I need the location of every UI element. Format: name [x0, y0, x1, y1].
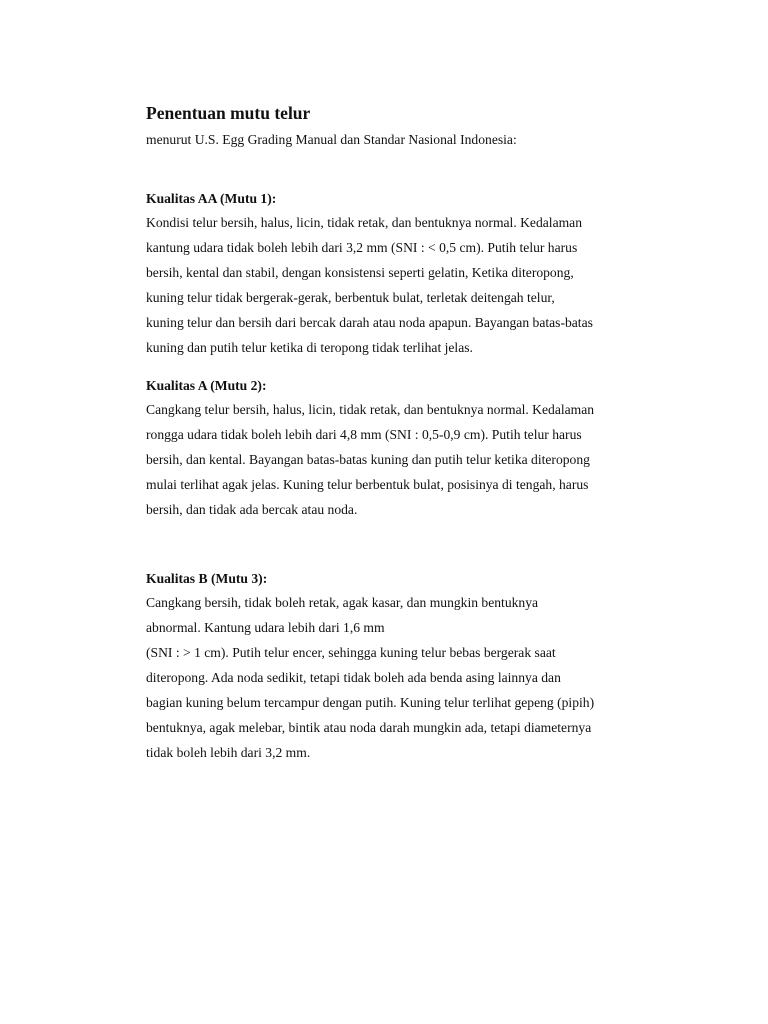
section-kualitas-aa: [146, 188, 666, 360]
section-kualitas-b: [146, 568, 666, 765]
text-line: Cangkang telur bersih, halus, licin, tidak retak, dan bentuknya normal. Kedalaman: [146, 402, 595, 417]
section-heading: Kualitas B (Mutu 3):: [146, 571, 268, 586]
text-line: mulai terlihat agak jelas. Kuning telur berbentuk bulat, posisinya di tengah, harus: [146, 477, 589, 492]
section-body: [146, 590, 666, 765]
text-line: Cangkang bersih, tidak boleh retak, agak kasar, dan mungkin bentuknya: [146, 595, 539, 610]
text-line: bagian kuning belum tercampur dengan putih. Kuning telur terlihat gepeng (pipih): [146, 695, 595, 710]
text-line: kuning telur dan bersih dari bercak darah atau noda apapun. Bayangan batas-batas: [146, 315, 593, 330]
text-line: bersih, kental dan stabil, dengan konsistensi seperti gelatin, Ketika diteropong,: [146, 265, 574, 280]
section-body: [146, 210, 666, 360]
text-line: bersih, dan tidak ada bercak atau noda.: [146, 502, 358, 517]
section-kualitas-a: [146, 375, 666, 522]
text-line: bentuknya, agak melebar, bintik atau noda darah mungkin ada, tetapi diameternya: [146, 720, 592, 735]
text-line: bersih, dan kental. Bayangan batas-batas kuning dan putih telur ketika diteropong: [146, 452, 590, 467]
text-line: rongga udara tidak boleh lebih dari 4,8 mm (SNI : 0,5-0,9 cm). Putih telur harus: [146, 427, 582, 442]
text-line: kuning telur tidak bergerak-gerak, berbentuk bulat, terletak deitengah telur,: [146, 290, 555, 305]
text-line: kantung udara tidak boleh lebih dari 3,2 mm (SNI : < 0,5 cm). Putih telur harus: [146, 240, 578, 255]
text-line: abnormal. Kantung udara lebih dari 1,6 mm: [146, 620, 385, 635]
document-subtitle: menurut U.S. Egg Grading Manual dan Standar Nasional Indonesia:: [146, 132, 517, 147]
text-line: diteropong. Ada noda sedikit, tetapi tidak boleh ada benda asing lainnya dan: [146, 670, 561, 685]
text-line: tidak boleh lebih dari 3,2 mm.: [146, 745, 311, 760]
text-line: kuning dan putih telur ketika di teropong tidak terlihat jelas.: [146, 340, 473, 355]
document-title: Penentuan mutu telur: [146, 103, 311, 123]
text-line: Kondisi telur bersih, halus, licin, tidak retak, dan bentuknya normal. Kedalaman: [146, 215, 583, 230]
section-heading: Kualitas A (Mutu 2):: [146, 378, 267, 393]
section-body: [146, 397, 666, 522]
text-line: (SNI : > 1 cm). Putih telur encer, sehingga kuning telur bebas bergerak saat: [146, 645, 556, 660]
document-page: [146, 100, 666, 765]
section-heading: Kualitas AA (Mutu 1):: [146, 191, 277, 206]
